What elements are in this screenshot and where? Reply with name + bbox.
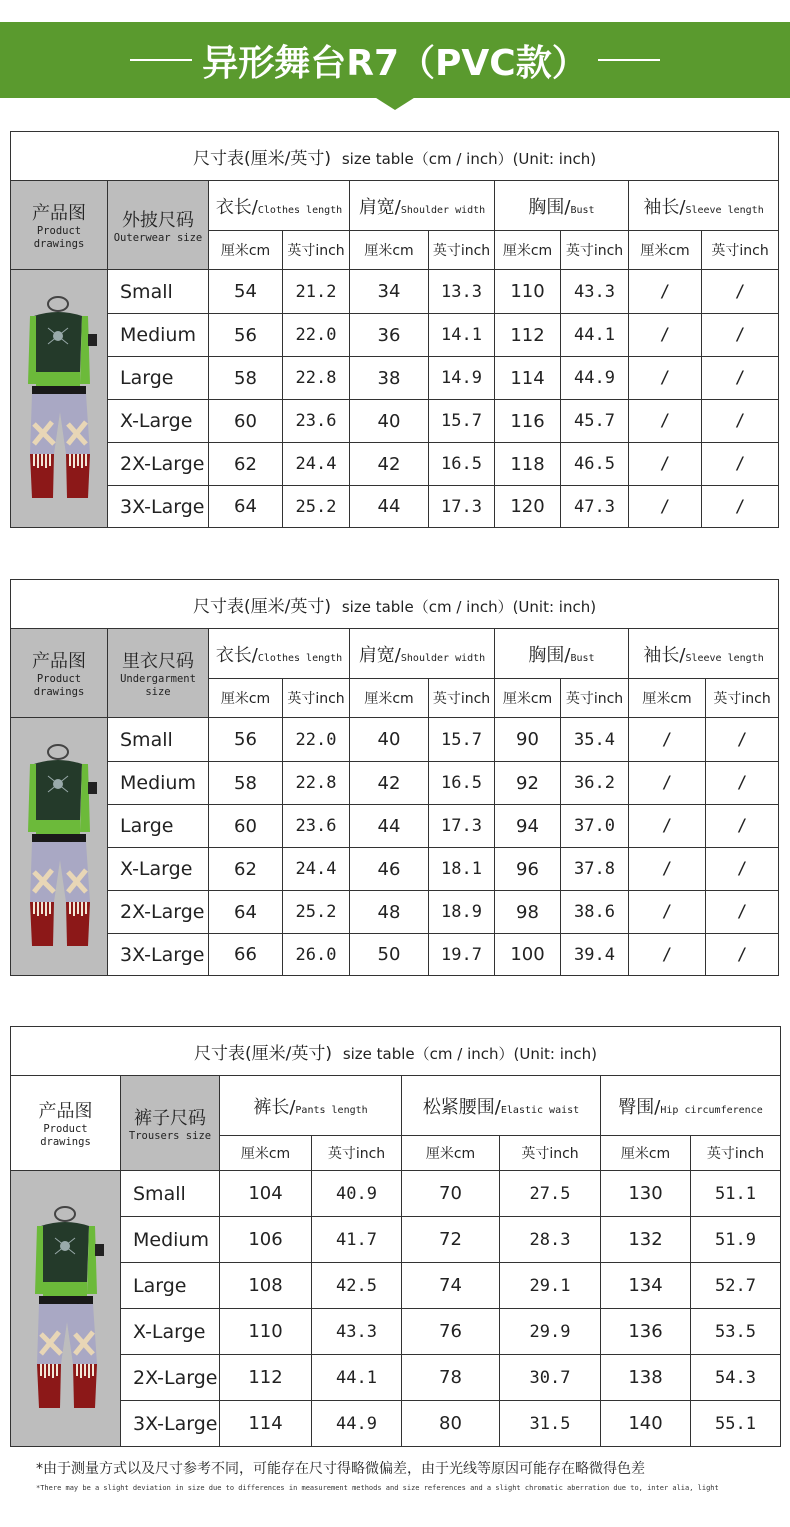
cell-value: 36: [350, 314, 429, 357]
cell-value: /: [629, 314, 702, 357]
cell-value: /: [706, 762, 779, 805]
measure-bust: 胸围/Bust: [495, 181, 629, 231]
cell-value: 140: [601, 1401, 691, 1447]
cell-value: 31.5: [500, 1401, 601, 1447]
cell-value: 40.9: [312, 1171, 402, 1217]
cell-value: /: [629, 400, 702, 443]
size-label: 2X-Large: [108, 891, 209, 934]
cell-value: 25.2: [283, 486, 350, 528]
size-label: 2X-Large: [108, 443, 209, 486]
cell-value: 92: [495, 762, 561, 805]
table-row: [11, 805, 779, 848]
cell-value: 53.5: [691, 1309, 781, 1355]
cell-value: /: [706, 934, 779, 976]
cell-value: 55.1: [691, 1401, 781, 1447]
cell-value: 54.3: [691, 1355, 781, 1401]
cell-value: 136: [601, 1309, 691, 1355]
size-table-outerwear: [10, 131, 779, 528]
page-title: 异形舞台R7（PVC款）: [202, 42, 588, 84]
unit-cm: 厘米cm: [209, 231, 283, 270]
cell-value: /: [629, 805, 706, 848]
cell-value: 37.0: [561, 805, 629, 848]
unit-inch: 英寸inch: [429, 679, 495, 718]
cell-value: 23.6: [283, 805, 350, 848]
cell-value: 44.9: [561, 357, 629, 400]
size-header-cn: 里衣尺码: [122, 651, 194, 672]
cell-value: 22.0: [283, 718, 350, 762]
size-label: 3X-Large: [121, 1401, 220, 1447]
unit-cm: 厘米cm: [629, 679, 706, 718]
cell-value: 70: [402, 1171, 500, 1217]
cell-value: 21.2: [283, 270, 350, 314]
product-header-cn: 产品图: [32, 203, 86, 224]
unit-cm: 厘米cm: [220, 1136, 312, 1171]
cell-value: 106: [220, 1217, 312, 1263]
cell-value: 37.8: [561, 848, 629, 891]
cell-value: 16.5: [429, 762, 495, 805]
cell-value: 118: [495, 443, 561, 486]
cell-value: /: [629, 270, 702, 314]
unit-inch: 英寸inch: [691, 1136, 781, 1171]
unit-inch: 英寸inch: [283, 679, 350, 718]
size-label: 3X-Large: [108, 486, 209, 528]
cell-value: 17.3: [429, 805, 495, 848]
cell-value: 44.1: [561, 314, 629, 357]
cell-value: 51.9: [691, 1217, 781, 1263]
table-row: [11, 1263, 781, 1309]
measure-hip: 臀围/Hip circumference: [601, 1076, 781, 1136]
cell-value: 44: [350, 486, 429, 528]
cell-value: /: [702, 400, 779, 443]
cell-value: 74: [402, 1263, 500, 1309]
cell-value: 22.0: [283, 314, 350, 357]
cell-value: 44: [350, 805, 429, 848]
cell-value: 64: [209, 486, 283, 528]
product-header-en: Product drawings: [33, 673, 85, 698]
unit-inch: 英寸inch: [702, 231, 779, 270]
table-row: [11, 848, 779, 891]
measure-pants-length: 裤长/Pants length: [220, 1076, 402, 1136]
cell-value: 50: [350, 934, 429, 976]
cell-value: 35.4: [561, 718, 629, 762]
cell-value: /: [706, 848, 779, 891]
table-title: [11, 132, 779, 181]
cell-value: /: [629, 357, 702, 400]
cell-value: 24.4: [283, 443, 350, 486]
product-header-cn: 产品图: [32, 651, 86, 672]
cell-value: 80: [402, 1401, 500, 1447]
cell-value: 46.5: [561, 443, 629, 486]
measure-shoulder-width: 肩宽/Shoulder width: [350, 629, 495, 679]
cell-value: 42.5: [312, 1263, 402, 1309]
table-title: [11, 1027, 781, 1076]
cell-value: 26.0: [283, 934, 350, 976]
cell-value: /: [629, 486, 702, 528]
cell-value: 13.3: [429, 270, 495, 314]
cell-value: 76: [402, 1309, 500, 1355]
unit-cm: 厘米cm: [495, 231, 561, 270]
title-dash-right: [598, 59, 660, 61]
size-table-undergarment: [10, 579, 779, 976]
cell-value: 22.8: [283, 357, 350, 400]
cell-value: 58: [209, 357, 283, 400]
size-header-cn: 裤子尺码: [134, 1107, 206, 1129]
cell-value: 56: [209, 314, 283, 357]
measure-shoulder-width: 肩宽/Shoulder width: [350, 181, 495, 231]
cell-value: 38.6: [561, 891, 629, 934]
size-label: Large: [108, 805, 209, 848]
cell-value: /: [629, 934, 706, 976]
costume-image: [20, 742, 98, 952]
measure-sleeve-length: 袖长/Sleeve length: [629, 181, 779, 231]
cell-value: 28.3: [500, 1217, 601, 1263]
product-header-en: Product drawings: [40, 1123, 91, 1148]
cell-value: 112: [220, 1355, 312, 1401]
unit-inch: 英寸inch: [312, 1136, 402, 1171]
table-row: [11, 314, 779, 357]
unit-cm: 厘米cm: [629, 231, 702, 270]
size-label: Medium: [121, 1217, 220, 1263]
table-row: [11, 1401, 781, 1447]
table-row: [11, 1171, 781, 1217]
cell-value: 104: [220, 1171, 312, 1217]
table-title-cn: 尺寸表(厘米/英寸): [193, 148, 332, 169]
cell-value: /: [629, 848, 706, 891]
size-label: Large: [121, 1263, 220, 1309]
disclaimer-cn: *由于测量方式以及尺寸参考不同，可能存在尺寸得略微偏差，由于光线等原因可能存在略微得色差: [36, 1461, 645, 1477]
product-image-cell: [11, 1171, 121, 1447]
size-header: [108, 181, 209, 270]
cell-value: 29.1: [500, 1263, 601, 1309]
table-row: [11, 718, 779, 762]
unit-cm: 厘米cm: [209, 679, 283, 718]
cell-value: /: [629, 718, 706, 762]
costume-image: [27, 1204, 105, 1414]
unit-cm: 厘米cm: [350, 231, 429, 270]
table-row: [11, 762, 779, 805]
measure-elastic-waist: 松紧腰围/Elastic waist: [402, 1076, 601, 1136]
unit-cm: 厘米cm: [495, 679, 561, 718]
cell-value: 14.1: [429, 314, 495, 357]
size-label: Small: [108, 270, 209, 314]
size-label: Small: [108, 718, 209, 762]
cell-value: 110: [495, 270, 561, 314]
cell-value: 114: [495, 357, 561, 400]
cell-value: 66: [209, 934, 283, 976]
cell-value: 44.9: [312, 1401, 402, 1447]
cell-value: 60: [209, 400, 283, 443]
table-row: [11, 270, 779, 314]
product-header: [11, 1076, 121, 1171]
cell-value: 43.3: [561, 270, 629, 314]
size-table-trousers: [10, 1026, 781, 1447]
cell-value: 22.8: [283, 762, 350, 805]
cell-value: 100: [495, 934, 561, 976]
cell-value: /: [706, 718, 779, 762]
cell-value: 18.9: [429, 891, 495, 934]
banner-pointer: [373, 96, 417, 110]
cell-value: 134: [601, 1263, 691, 1309]
cell-value: 25.2: [283, 891, 350, 934]
cell-value: 96: [495, 848, 561, 891]
cell-value: 42: [350, 443, 429, 486]
table-title-en: size table（cm / inch）(Unit: inch): [341, 597, 597, 616]
size-label: Medium: [108, 314, 209, 357]
cell-value: 39.4: [561, 934, 629, 976]
table-title-en: size table（cm / inch）(Unit: inch): [341, 149, 597, 168]
disclaimer-en: *There may be a slight deviation in size due to differences in measurement methods and size references and a slight chromatic aberration due to, inter alia, light: [36, 1484, 719, 1492]
cell-value: 54: [209, 270, 283, 314]
cell-value: 34: [350, 270, 429, 314]
table-row: [11, 1309, 781, 1355]
cell-value: /: [702, 443, 779, 486]
product-header: [11, 629, 108, 718]
cell-value: 30.7: [500, 1355, 601, 1401]
cell-value: 45.7: [561, 400, 629, 443]
table-row: [11, 357, 779, 400]
cell-value: 98: [495, 891, 561, 934]
cell-value: 18.1: [429, 848, 495, 891]
cell-value: 62: [209, 443, 283, 486]
cell-value: 56: [209, 718, 283, 762]
cell-value: 60: [209, 805, 283, 848]
banner-title-row: [0, 22, 790, 98]
cell-value: 78: [402, 1355, 500, 1401]
cell-value: 42: [350, 762, 429, 805]
costume-image: [20, 294, 98, 504]
size-header-cn: 外披尺码: [122, 209, 194, 231]
unit-inch: 英寸inch: [283, 231, 350, 270]
unit-inch: 英寸inch: [561, 231, 629, 270]
cell-value: 64: [209, 891, 283, 934]
unit-inch: 英寸inch: [561, 679, 629, 718]
table-title-cn: 尺寸表(厘米/英寸): [193, 596, 332, 617]
cell-value: 58: [209, 762, 283, 805]
unit-cm: 厘米cm: [350, 679, 429, 718]
cell-value: 52.7: [691, 1263, 781, 1309]
product-header: [11, 181, 108, 270]
cell-value: 16.5: [429, 443, 495, 486]
title-dash-left: [130, 59, 192, 61]
size-label: Small: [121, 1171, 220, 1217]
cell-value: 15.7: [429, 400, 495, 443]
cell-value: 94: [495, 805, 561, 848]
product-header-cn: 产品图: [38, 1101, 93, 1122]
product-image-cell: [11, 270, 108, 528]
cell-value: /: [629, 762, 706, 805]
cell-value: 90: [495, 718, 561, 762]
cell-value: /: [706, 805, 779, 848]
size-label: X-Large: [121, 1309, 220, 1355]
cell-value: /: [702, 270, 779, 314]
size-label: Large: [108, 357, 209, 400]
cell-value: /: [629, 443, 702, 486]
cell-value: 108: [220, 1263, 312, 1309]
cell-value: 19.7: [429, 934, 495, 976]
table-row: [11, 443, 779, 486]
cell-value: 44.1: [312, 1355, 402, 1401]
cell-value: /: [702, 314, 779, 357]
size-header-en: Trousers size: [128, 1129, 212, 1142]
cell-value: 40: [350, 400, 429, 443]
cell-value: 48: [350, 891, 429, 934]
cell-value: 15.7: [429, 718, 495, 762]
cell-value: 110: [220, 1309, 312, 1355]
unit-cm: 厘米cm: [402, 1136, 500, 1171]
cell-value: /: [702, 486, 779, 528]
cell-value: 51.1: [691, 1171, 781, 1217]
unit-inch: 英寸inch: [706, 679, 779, 718]
product-image-cell: [11, 718, 108, 976]
cell-value: 36.2: [561, 762, 629, 805]
cell-value: 17.3: [429, 486, 495, 528]
size-label: 3X-Large: [108, 934, 209, 976]
table-title-cn: 尺寸表(厘米/英寸): [194, 1043, 332, 1064]
table-row: [11, 934, 779, 976]
cell-value: /: [629, 891, 706, 934]
cell-value: 27.5: [500, 1171, 601, 1217]
cell-value: 40: [350, 718, 429, 762]
measure-sleeve-length: 袖长/Sleeve length: [629, 629, 779, 679]
product-header-en: Product drawings: [33, 225, 85, 250]
cell-value: 72: [402, 1217, 500, 1263]
cell-value: 47.3: [561, 486, 629, 528]
size-header: [121, 1076, 220, 1171]
unit-cm: 厘米cm: [601, 1136, 691, 1171]
cell-value: 24.4: [283, 848, 350, 891]
unit-inch: 英寸inch: [500, 1136, 601, 1171]
size-label: Medium: [108, 762, 209, 805]
cell-value: 14.9: [429, 357, 495, 400]
cell-value: /: [702, 357, 779, 400]
cell-value: /: [706, 891, 779, 934]
cell-value: 62: [209, 848, 283, 891]
size-header-en: Undergarment size: [120, 673, 196, 698]
measure-bust: 胸围/Bust: [495, 629, 629, 679]
table-row: [11, 400, 779, 443]
table-title-en: size table（cm / inch）(Unit: inch): [342, 1044, 598, 1063]
cell-value: 138: [601, 1355, 691, 1401]
table-row: [11, 891, 779, 934]
cell-value: 38: [350, 357, 429, 400]
cell-value: 29.9: [500, 1309, 601, 1355]
measure-clothes-length: 衣长/Clothes length: [209, 181, 350, 231]
cell-value: 130: [601, 1171, 691, 1217]
cell-value: 114: [220, 1401, 312, 1447]
table-row: [11, 1217, 781, 1263]
table-row: [11, 486, 779, 528]
unit-inch: 英寸inch: [429, 231, 495, 270]
cell-value: 41.7: [312, 1217, 402, 1263]
size-label: X-Large: [108, 400, 209, 443]
table-title: [11, 580, 779, 629]
cell-value: 46: [350, 848, 429, 891]
size-label: 2X-Large: [121, 1355, 220, 1401]
cell-value: 120: [495, 486, 561, 528]
measure-clothes-length: 衣长/Clothes length: [209, 629, 350, 679]
size-label: X-Large: [108, 848, 209, 891]
cell-value: 112: [495, 314, 561, 357]
cell-value: 43.3: [312, 1309, 402, 1355]
size-header: [108, 629, 209, 718]
cell-value: 116: [495, 400, 561, 443]
cell-value: 23.6: [283, 400, 350, 443]
cell-value: 132: [601, 1217, 691, 1263]
table-row: [11, 1355, 781, 1401]
size-header-en: Outerwear size: [113, 231, 203, 244]
